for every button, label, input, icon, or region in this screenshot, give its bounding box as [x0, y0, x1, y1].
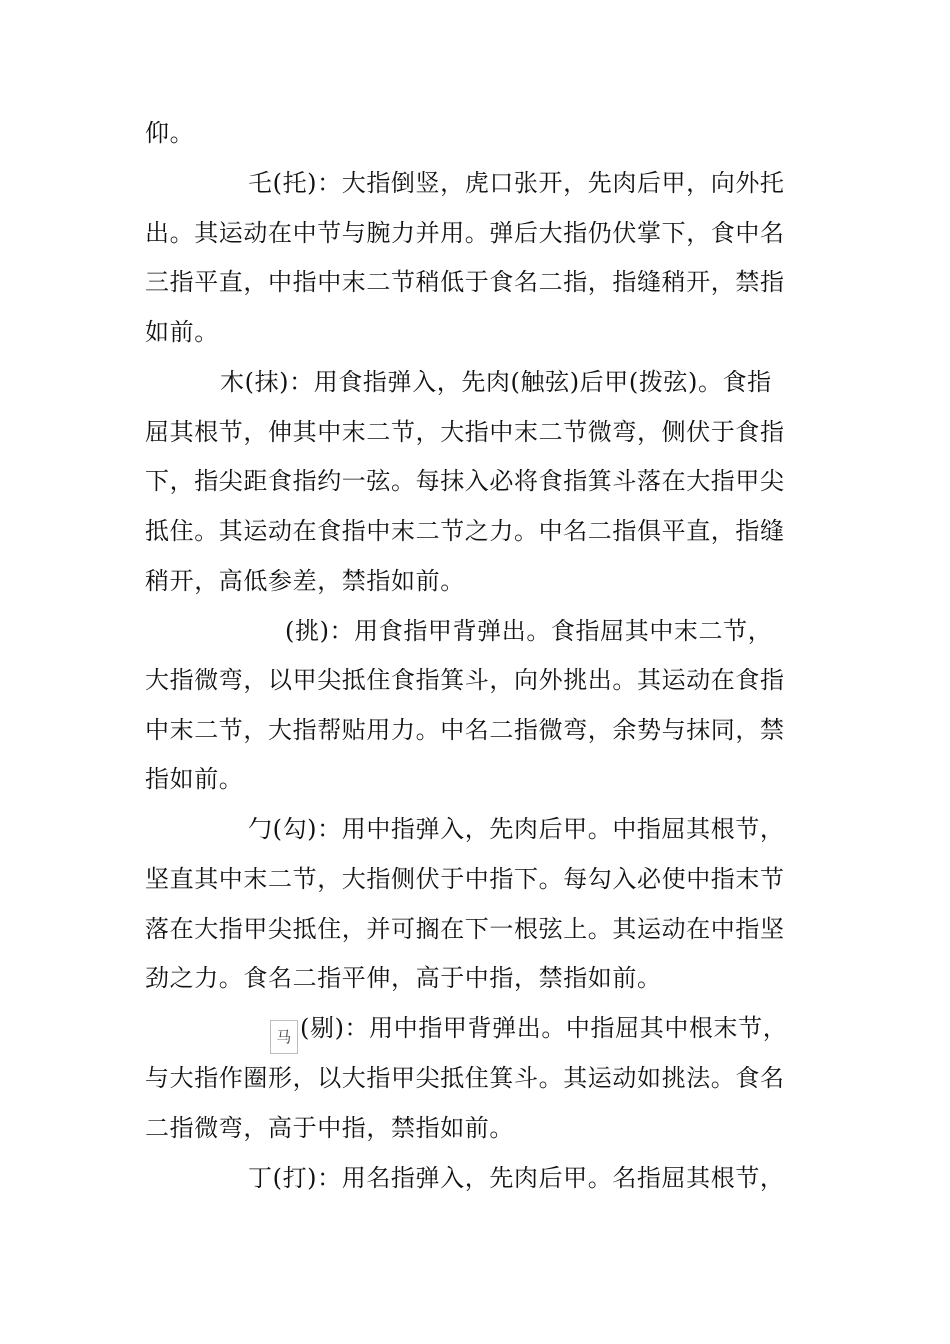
text-line-with-glyph: [270, 1008, 930, 1048]
text-line: 抵住。其运动在食指中末二节之力。中名二指俱平直，指缝: [145, 517, 785, 545]
missing-glyph-icon: 马: [270, 1020, 298, 1054]
text-line: 落在大指甲尖抵住，并可搁在下一根弦上。其运动在中指坚: [145, 915, 785, 943]
text-line: 大指微弯，以甲尖抵住食指箕斗，向外挑出。其运动在食指: [145, 666, 785, 694]
text-line: 与大指作圈形，以大指甲尖抵住箕斗。其运动如挑法。食名: [145, 1064, 785, 1092]
text-line: 坚直其中末二节，大指侧伏于中指下。每勾入必使中指末节: [145, 865, 785, 893]
text-line: (挑)：用食指甲背弹出。食指屈其中末二节，: [285, 617, 773, 645]
text-line: 中末二节，大指帮贴用力。中名二指微弯，余势与抹同，禁: [145, 716, 785, 744]
text-line: 屈其根节，伸其中末二节，大指中末二节微弯，侧伏于食指: [145, 418, 785, 446]
text-line: 下，指尖距食指约一弦。每抹入必将食指箕斗落在大指甲尖: [145, 467, 785, 495]
text-line: 三指平直，中指中末二节稍低于食名二指，指缝稍开，禁指: [145, 268, 785, 296]
text-line: 二指微弯，高于中指，禁指如前。: [145, 1114, 514, 1142]
text-line: 勹(勾)：用中指弹入，先肉后甲。中指屈其根节，: [248, 815, 785, 843]
text-line: 如前。: [145, 318, 219, 346]
text-line: 木(抹)：用食指弹入，先肉(触弦)后甲(拨弦)。食指: [220, 368, 772, 396]
text-span: (剔)：用中指甲背弹出。中指屈其中根末节，: [300, 1014, 788, 1042]
text-line: 劲之力。食名二指平伸，高于中指，禁指如前。: [145, 964, 662, 992]
text-line: 出。其运动在中节与腕力并用。弹后大指仍伏掌下，食中名: [145, 219, 785, 247]
text-line: 指如前。: [145, 765, 244, 793]
text-line: 稍开，高低参差，禁指如前。: [145, 567, 465, 595]
text-line: 仰。: [145, 119, 195, 147]
text-line: 丁(打)：用名指弹入，先肉后甲。名指屈其根节，: [248, 1164, 785, 1192]
text-line: 乇(托)：大指倒竖，虎口张开，先肉后甲，向外托: [248, 169, 785, 197]
